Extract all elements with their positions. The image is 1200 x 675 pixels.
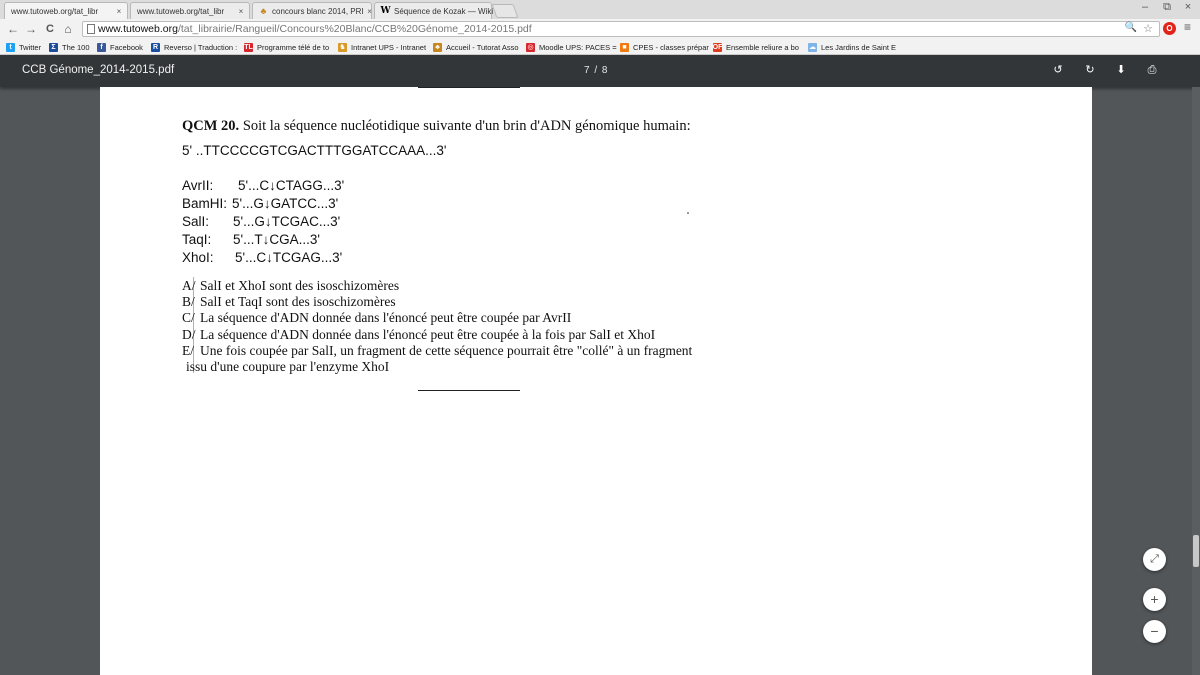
print-icon[interactable]: ⎙ [1147, 64, 1157, 76]
bookmark-label: Accueil - Tutorat Asso [446, 42, 519, 52]
zoom-in-button[interactable]: + [1143, 588, 1166, 611]
separator-line [418, 390, 520, 391]
enzyme-row: TaqI: 5'...T↓CGA...3' [182, 232, 320, 247]
fit-page-icon[interactable]: ⤢ [1143, 548, 1166, 571]
answer-continuation: issu d'une coupure par l'enzyme XhoI [186, 359, 390, 375]
window-close-icon[interactable]: × [1184, 1, 1192, 13]
rotate-cw-icon[interactable]: ↻ [1085, 64, 1095, 76]
tutorat-asso-icon: ♣ [433, 43, 442, 52]
reload-icon[interactable]: C [46, 23, 54, 35]
save-icon[interactable]: ⬇ [1116, 64, 1126, 76]
pdf-toolbar [0, 55, 1200, 87]
home-icon[interactable]: ⌂ [64, 22, 72, 36]
bookmarks-bar [0, 39, 1200, 55]
browser-toolbar [0, 19, 1200, 39]
moodle-ups-icon: ◎ [527, 44, 534, 51]
zoom-out-button[interactable]: − [1143, 620, 1166, 643]
address-bar[interactable] [82, 21, 1160, 37]
bookmark-star-icon[interactable]: ☆ [1143, 23, 1153, 35]
bookmark-ensemble-reliure[interactable] [713, 41, 805, 53]
tab-label: www.tutoweb.org/tat_libr [11, 6, 99, 16]
enzyme-row: SalI: 5'...G↓TCGAC...3' [182, 214, 341, 229]
bookmark-jardins-saint[interactable] [808, 41, 898, 53]
enzyme-list [182, 177, 344, 267]
scrollbar-thumb[interactable] [1193, 535, 1199, 567]
opera-extension-icon[interactable]: O [1163, 22, 1176, 35]
bookmark-twitter[interactable] [6, 41, 46, 53]
ensemble-reliure-icon: OF [712, 43, 723, 51]
separator-line [418, 87, 520, 88]
programme-tele-icon: TL [244, 43, 253, 51]
answer-item: A/ SalI et XhoI sont des isoschizomères [182, 278, 400, 293]
forward-icon[interactable]: → [25, 22, 37, 36]
bookmark-programme-tele[interactable] [244, 41, 334, 53]
bookmark-label: Facebook [110, 42, 143, 52]
bookmark-facebook[interactable] [97, 41, 147, 53]
cpes-icon: ■ [620, 43, 629, 52]
page-icon [87, 24, 95, 34]
facebook-icon: f [97, 43, 106, 52]
close-icon[interactable]: × [116, 6, 122, 16]
bookmark-label: The 100 [62, 42, 90, 52]
answer-item: B/ SalI et TaqI sont des isoschizomères [182, 294, 396, 310]
enzyme-row: XhoI: 5'...C↓TCGAG...3' [182, 250, 343, 265]
bookmark-the-100[interactable] [49, 41, 94, 53]
wikipedia-icon: W [380, 6, 391, 16]
menu-icon[interactable]: ≡ [1184, 20, 1192, 34]
question-heading: QCM 20. Soit la séquence nucléotidique suivante d'un brin d'ADN génomique humain: [182, 118, 691, 134]
url-text: www.tutoweb.org/tat_librairie/Rangueil/Concours%20Blanc/CCB%20Génome_2014-2015.pdf [98, 23, 532, 35]
pdf-title: CCB Génome_2014-2015.pdf [22, 64, 175, 76]
bookmark-moodle-ups[interactable] [526, 41, 616, 53]
dna-sequence: 5' ..TTCCCCGTCGACTTTGGATCCAAA...3' [182, 143, 447, 158]
tab-2[interactable] [130, 2, 250, 19]
answer-list [182, 278, 692, 375]
tutorat-icon: ♣ [260, 6, 267, 16]
scrollbar-track[interactable] [1192, 87, 1200, 675]
intranet-ups-icon: ♞ [339, 44, 346, 51]
page-indicator: 7 / 8 [584, 65, 609, 76]
bookmark-label: Les Jardins de Saint E [821, 42, 897, 52]
bookmark-label: Reverso | Traduction : [164, 42, 238, 52]
tab-label: concours blanc 2014, PRI [272, 6, 364, 16]
close-icon[interactable]: × [238, 6, 244, 16]
document-content [100, 87, 1092, 675]
restore-icon[interactable]: ⧉ [1163, 1, 1171, 13]
pdf-page [100, 87, 1092, 675]
answer-item: C/ La séquence d'ADN donnée dans l'énoncé peut être coupée par AvrII [182, 310, 572, 326]
answer-item: D/ La séquence d'ADN donnée dans l'énoncé peut être coupée à la fois par SalI et XhoI [182, 326, 656, 342]
close-icon[interactable]: × [367, 6, 372, 16]
speck [687, 212, 689, 214]
bookmark-intranet-ups[interactable] [338, 41, 430, 53]
bookmark-cpes[interactable] [620, 41, 710, 53]
bookmark-tutorat-asso[interactable] [433, 41, 523, 53]
the-100-icon: Σ [49, 43, 58, 52]
tab-label: www.tutoweb.org/tat_libr [137, 6, 225, 16]
jardins-saint-icon: ☁ [809, 44, 816, 51]
tab-4[interactable] [374, 2, 492, 19]
zoom-icon[interactable]: 🔍 [1124, 22, 1137, 33]
tab-strip [0, 0, 1200, 19]
tab-1[interactable] [4, 2, 128, 19]
bookmark-reverso[interactable] [151, 41, 241, 53]
enzyme-row: AvrII: 5'...C↓CTAGG...3' [182, 178, 345, 193]
minimize-icon[interactable]: – [1141, 1, 1149, 13]
tab-3[interactable] [252, 2, 372, 19]
back-icon[interactable]: ← [7, 22, 19, 36]
bookmark-label: Moodle UPS: PACES = [539, 42, 617, 52]
bookmark-label: Ensemble reliure a bo [726, 42, 799, 52]
rotate-ccw-icon[interactable]: ↺ [1053, 64, 1063, 76]
bookmark-label: Intranet UPS - Intranet [351, 42, 427, 52]
bookmark-label: Twitter [19, 42, 42, 52]
twitter-icon: t [6, 43, 15, 52]
bookmark-label: Programme télé de to [257, 42, 330, 52]
bookmark-label: CPES - classes prépar [633, 42, 709, 52]
new-tab-button[interactable] [491, 4, 518, 18]
enzyme-row: BamHI: 5'...G↓GATCC...3' [182, 196, 339, 211]
tab-label: Séquence de Kozak — Wiki [394, 6, 494, 16]
reverso-icon: R [152, 43, 159, 51]
answer-item: E/ Une fois coupée par SalI, un fragment de cette séquence pourrait être "collé" à un fragment [182, 342, 693, 358]
